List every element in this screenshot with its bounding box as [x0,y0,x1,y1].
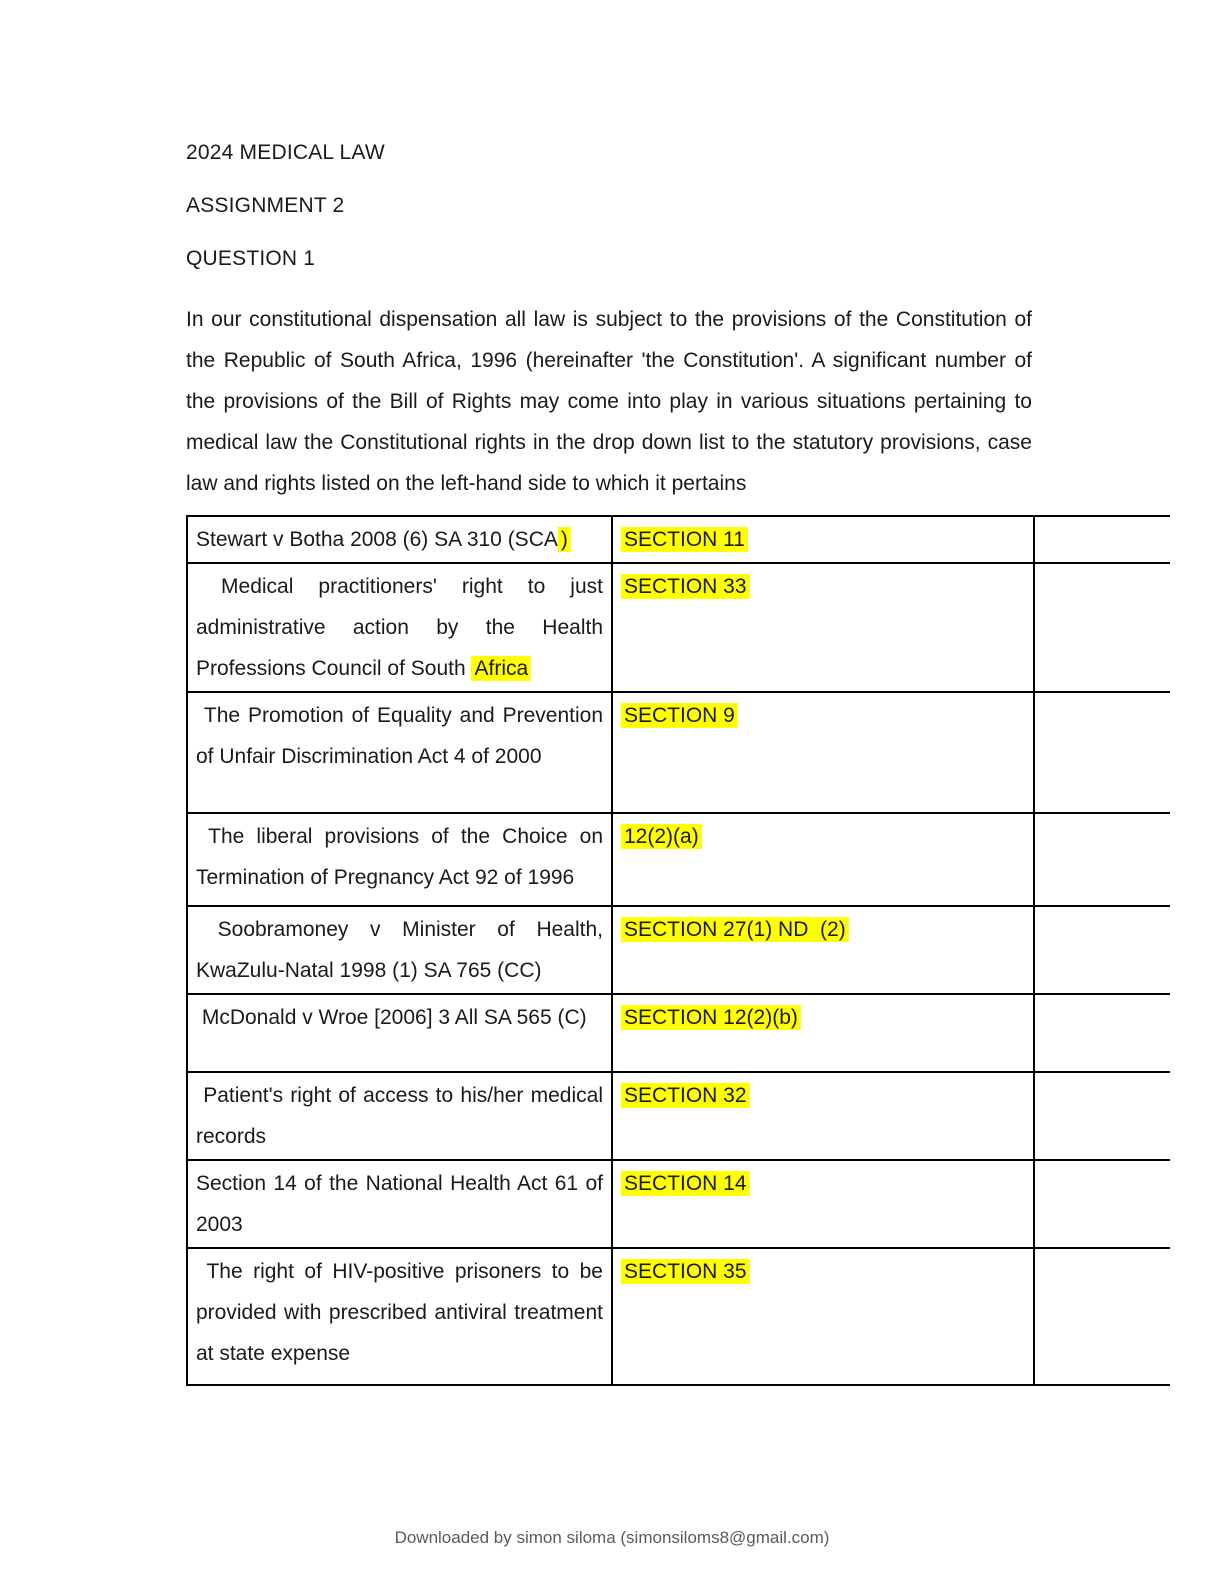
empty-cell [1034,692,1170,813]
case-cell [187,692,612,813]
answer-cell [612,1248,1034,1385]
empty-cell [1034,563,1170,692]
case-text: Section 14 of the National Health Act 61 of 2003 [196,1172,603,1236]
case-section-table [186,515,1170,1386]
answer-cell [612,563,1034,692]
table-row [187,994,1170,1072]
case-text: McDonald v Wroe [2006] 3 All SA 565 (C) [196,1006,587,1029]
document-content [186,140,1171,1386]
answer-cell [612,516,1034,563]
case-cell [187,1072,612,1160]
case-text: Soobramoney v Minister of Health, KwaZulu-Natal 1998 (1) SA 765 (CC) [196,918,603,982]
case-text: The right of HIV-positive prisoners to be provided with prescribed antiviral treatment at state expense [196,1260,603,1365]
case-text: The liberal provisions of the Choice on Termination of Pregnancy Act 92 of 1996 [196,825,603,889]
answer-cell [612,906,1034,994]
highlighted-text: ) [558,527,571,552]
answer-cell [612,692,1034,813]
table-row [187,516,1170,563]
case-text: The Promotion of Equality and Prevention of Unfair Discrimination Act 4 of 2000 [196,704,603,768]
empty-cell [1034,516,1170,563]
answer-highlighted-text: SECTION 32 [621,1083,750,1108]
doc-title: 2024 MEDICAL LAW [186,141,385,164]
case-cell [187,1160,612,1248]
empty-cell [1034,1160,1170,1248]
case-text: Medical practitioners' right to just administrative action by the Health Professions Council of South [196,575,603,680]
answer-highlighted-text: SECTION 11 [621,527,748,552]
case-cell [187,516,612,563]
download-footer: Downloaded by simon siloma (simonsiloms8@gmail.com) [394,1528,830,1547]
answer-highlighted-text: SECTION 27(1) ND (2) [621,917,849,942]
case-cell [187,1248,612,1385]
answer-highlighted-text: SECTION 9 [621,703,738,728]
table-row [187,563,1170,692]
empty-cell [1034,1248,1170,1385]
highlighted-text: Africa [471,656,531,681]
case-cell [187,906,612,994]
answer-highlighted-text: 12(2)(a) [621,824,702,849]
answer-cell [612,813,1034,906]
answer-highlighted-text: SECTION 35 [621,1259,750,1284]
question-heading: QUESTION 1 [186,247,316,270]
answer-cell [612,1072,1034,1160]
answer-highlighted-text: SECTION 33 [621,574,750,599]
case-cell [187,994,612,1072]
table-row [187,1072,1170,1160]
table-row [187,1160,1170,1248]
case-cell [187,813,612,906]
assignment-heading: ASSIGNMENT 2 [186,194,345,217]
table-row [187,1248,1170,1385]
table-row [187,906,1170,994]
answer-cell [612,994,1034,1072]
empty-cell [1034,813,1170,906]
empty-cell [1034,1072,1170,1160]
answer-highlighted-text: SECTION 14 [621,1171,750,1196]
case-text: Stewart v Botha 2008 (6) SA 310 (SCA [196,528,558,551]
case-text: Patient's right of access to his/her medical records [196,1084,603,1148]
mapping-table-body [187,516,1170,1385]
case-cell [187,563,612,692]
intro-paragraph: In our constitutional dispensation all law is subject to the provisions of the Constitution of the Republic of South Africa, 1996 (hereinafter 'the Constitution'. A significant number of the provisions of the Bill of Rights may come into play in various situations pertaining to medical law the Constitutional rights in the drop down list to the statutory provisions, case law and rights listed on the left-hand side to which it pertains [186,308,1032,495]
answer-cell [612,1160,1034,1248]
empty-cell [1034,994,1170,1072]
table-row [187,692,1170,813]
empty-cell [1034,906,1170,994]
table-row [187,813,1170,906]
answer-highlighted-text: SECTION 12(2)(b) [621,1005,801,1030]
